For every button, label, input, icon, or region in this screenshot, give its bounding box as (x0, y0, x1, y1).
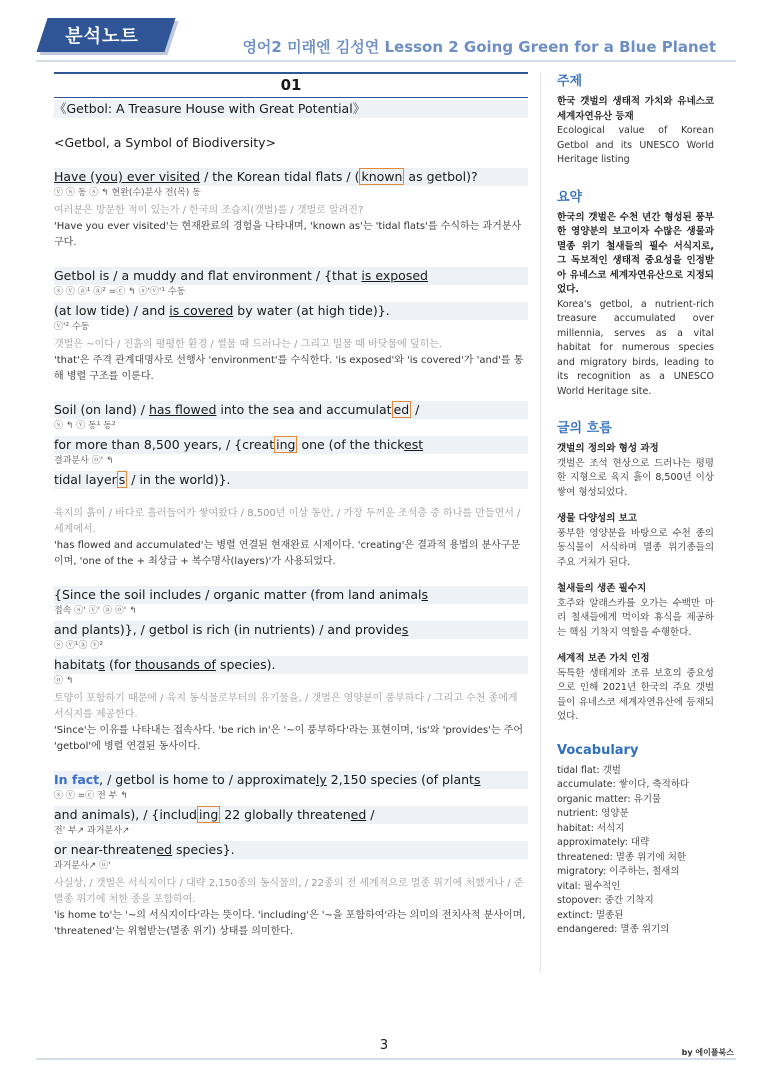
badge-label: 분석노트 (65, 26, 139, 47)
flow-item-text: 풍부한 영양분을 바탕으로 수천 종의 동식물이 서식하며 멸종 위기종들의 주요 거처가 된다. (557, 527, 714, 568)
publisher-credit: by 에이플북스 (681, 1048, 734, 1057)
flow-heading: 글의 흐름 (557, 421, 612, 436)
sentence-segment: , / getbol is home to / approximate (99, 772, 316, 787)
sentence-segment: Have (you) (54, 169, 127, 184)
sentence-line (54, 168, 528, 186)
sentence-segment: / the Korean tidal flats / ( (200, 169, 360, 184)
korean-translation: 여러분은 방문한 적이 있는가 / 한국의 조습지(갯벌)를 / 갯벌로 알려진? (54, 205, 364, 216)
paragraph-list (54, 168, 528, 940)
section-badge (42, 18, 172, 56)
paragraph-block (54, 586, 528, 755)
sentence-segment: has flowed (148, 402, 217, 417)
grammar-note: 'Have you ever visited'는 현재완료의 경험을 나타내며, 'known as'는 'tidal flats'를 수식하는 과거분사구다. (54, 221, 522, 248)
summary-heading: 요약 (557, 189, 583, 205)
vocab-item: nutrient: 영양분 (557, 808, 629, 819)
vocab-list (557, 764, 714, 938)
sentence-segment: species). (215, 657, 276, 672)
vocab-item: extinct: 멸종된 (557, 909, 624, 921)
sentence-segment: (for (104, 657, 135, 672)
summary-section (557, 186, 714, 400)
sentence-segment: thousands of (134, 657, 216, 672)
grammar-tags: ⓥ'² 수동 (54, 322, 90, 332)
highlighted-word: ed (393, 402, 410, 417)
sentence-segment: / in the world)}. (127, 472, 231, 487)
highlighted-word: ing (198, 807, 219, 822)
topic-heading: 주제 (557, 74, 583, 89)
vocab-item: habitat: 서식지 (557, 822, 625, 834)
flow-item (557, 442, 714, 500)
sentence-segment: into the sea and accumulat (216, 402, 392, 417)
sentence-segment: s (473, 772, 481, 787)
grammar-note: 'is home to'는 '~의 서식지이다'라는 뜻이다. 'including'은 '~을 포함하여'라는 의미의 전치사적 분사이며, 'threatened'는 위협받는(멸종 위기) 상태를 의미한다. (54, 910, 526, 937)
paragraph-block (54, 267, 528, 385)
vocab-item: approximately: 대략 (557, 837, 650, 848)
grammar-tags: 결과분사 ⓞ' ↰ (54, 456, 114, 466)
vocab-item: endangered: 멸종 위기의 (557, 924, 670, 935)
sentence-segment: ly (315, 772, 327, 787)
sentence-segment: ever visited (126, 169, 201, 184)
sentence-segment: species}. (172, 842, 235, 857)
sentence-segment: one (of the thick (297, 437, 405, 452)
paragraph-block (54, 771, 528, 940)
grammar-note: 'that'은 주격 관계대명사로 선행사 'environment'를 수식한다. 'is exposed'와 'is covered'가 'and'를 통해 병렬 구조를 이룬다. (54, 355, 524, 382)
flow-item (557, 582, 714, 640)
flow-item-text: 독특한 생태계와 조류 보호의 중요성으로 인해 2021년 한국의 주요 갯벌들이 유네스코 세계자연유산에 등재되었다. (557, 667, 714, 722)
korean-translation: 사실상, / 갯벌은 서식지이다 / 대략 2,150종의 동식물의, / 22종의 전 세계적으로 멸종 위기에 처했거나 / 준 멸종 위기에 처한 종을 포함하여. (54, 878, 524, 905)
sentence-line (54, 471, 528, 489)
sentence-line (54, 656, 528, 674)
sentence-segment: / (411, 402, 420, 417)
grammar-tags: ⓥ ⓢ 동 ⓢ ↰ 현완(수)분사 전(목) 동 (54, 188, 201, 198)
sentence-segment: est (404, 437, 424, 452)
sentence-line (54, 806, 528, 824)
grammar-tags: ⓢ ⓥ =ⓒ 전 부 ↰ (54, 791, 128, 801)
topic-english: Ecological value of Korean Getbol and its UNESCO World Heritage listing (557, 125, 714, 165)
grammar-tags (54, 489, 528, 506)
vocab-item: tidal flat: 갯벌 (557, 764, 621, 776)
korean-translation: 갯벌은 ~이다 / 진흙의 평평한 환경 / 썰물 때 드러나는 / 그리고 밀물 때 바닷물에 덮히는. (54, 339, 443, 350)
sentence-segment: ed (350, 807, 367, 822)
sentence-segment: / (366, 807, 375, 822)
sentence-segment: and plants)}, / getbol is rich (in nutrients) / and provide (54, 622, 402, 637)
vocab-item: stopover: 중간 기착지 (557, 895, 654, 906)
grammar-tags: 접속 ⓢ' ⓥ' ⓐ ⓞ' ↰ (54, 606, 137, 616)
sentence-segment: for more than 8,500 years, / {creat (54, 437, 275, 452)
sentence-segment: by water (at high tide)}. (233, 303, 390, 318)
sentence-segment: (at low tide) / and (54, 303, 170, 318)
sentence-segment: tidal layer (54, 472, 117, 487)
paragraph-block (54, 401, 528, 570)
flow-item-title: 생물 다양성의 보고 (557, 513, 638, 524)
side-column (557, 70, 714, 956)
grammar-tags: 과거분사↗ ⓞ' (54, 861, 111, 871)
flow-item-title: 갯벌의 정의와 형성 과정 (557, 443, 659, 454)
sentence-line (54, 401, 528, 419)
grammar-tags: ⓞ ↰ (54, 676, 74, 686)
highlighted-word: s (118, 472, 126, 487)
page-number: 3 (379, 1038, 389, 1053)
sentence-segment: ed (156, 842, 173, 857)
sentence-line (54, 267, 528, 285)
flow-item-title: 철새들의 생존 필수지 (557, 583, 647, 594)
summary-english: Korea's getbol, a nutrient-rich treasure accumulated over millennia, serves as a vital habitat for numerous species and migratory birds, leading to its recognition as a UNESCO World Heritage site. (557, 298, 714, 397)
korean-translation: 육지의 흙이 / 바다로 흘러들어가 쌓여왔다 / 8,500년 이상 동안, / 가장 두꺼운 조석층 중 하나를 만들면서 / 세계에서. (54, 508, 521, 535)
flow-list (557, 442, 714, 725)
korean-translation: 토양이 포함하기 때문에 / 육지 동식물로부터의 유기물을, / 갯벌은 영양분이 풍부하다 / 그리고 수천 종에게 서식지를 제공한다. (54, 693, 518, 720)
sentence-segment: as getbol)? (404, 169, 478, 184)
sentence-line (54, 621, 528, 639)
flow-item (557, 652, 714, 725)
section-number: 01 (54, 72, 528, 98)
paragraph-block (54, 168, 528, 251)
sentence-segment: or near-threaten (54, 842, 157, 857)
vocab-item: threatened: 멸종 위기에 처한 (557, 851, 687, 863)
summary-korean: 한국의 갯벌은 수천 년간 형성된 풍부한 영양분의 보고이자 수많은 생물과 멸종 위기 철새들의 필수 서식지로, 그 독보적인 생태적 중요성을 인정받아 유네스코 세계자연유산으로 지정되었다. (557, 211, 714, 295)
topic-korean: 한국 갯벌의 생태적 가치와 유네스코 세계자연유산 등재 (557, 96, 714, 122)
flow-item (557, 512, 714, 570)
sentence-segment: In fact (54, 772, 100, 787)
passage-title: 《Getbol: A Treasure House with Great Potential》 (54, 100, 528, 118)
flow-item-title: 세계적 보존 가치 인정 (557, 653, 650, 664)
passage-subtitle: <Getbol, a Symbol of Biodiversity> (54, 135, 277, 150)
main-column (54, 72, 528, 942)
vocab-item: organic matter: 유기물 (557, 793, 662, 805)
grammar-tags: ⓢ ⓥ ⓐ¹ ⓐ² =ⓒ ↰ ⓢ'ⓥ'¹ 수동 (54, 287, 186, 297)
sentence-segment: s (98, 657, 105, 672)
sentence-segment: habitat (54, 657, 99, 672)
page-header-title: 영어2 미래엔 김성연 Lesson 2 Going Green for a Blue Planet (242, 38, 716, 56)
sentence-segment: Soil (on land) / (54, 402, 149, 417)
vocab-item: vital: 필수적인 (557, 880, 621, 892)
vocab-item: accumulate: 쌓이다, 축적하다 (557, 779, 690, 790)
flow-item-text: 호주와 알래스카를 오가는 수백만 마리 철새들에게 먹이와 휴식을 제공하는 핵심 기착지 역할을 수행한다. (557, 597, 714, 638)
sentence-segment: s (401, 622, 409, 637)
column-divider (540, 72, 541, 972)
grammar-tags: ⓢ ↰ ⓥ 동¹ 동² (54, 421, 116, 431)
sentence-line (54, 586, 528, 604)
grammar-note: 'Since'는 이유를 나타내는 접속사다. 'be rich in'은 '~이 풍부하다'라는 표현이며, 'is'와 'provides'는 주어 'getbol'에 병렬 연결된 동사이다. (54, 725, 524, 752)
sentence-line (54, 841, 528, 859)
footer-divider (36, 1058, 736, 1060)
sentence-line (54, 302, 528, 320)
vocab-heading: Vocabulary (557, 742, 639, 758)
sentence-segment: 22 globally threaten (220, 807, 351, 822)
sentence-line (54, 771, 528, 789)
sentence-segment: is covered (169, 303, 234, 318)
highlighted-word: known (361, 169, 403, 184)
sentence-segment: and animals), / {includ (54, 807, 197, 822)
flow-item-text: 갯벌은 조석 현상으로 드러나는 평평한 지형으로 육지 흙이 8,500년 이상 쌓여 형성되었다. (557, 457, 714, 498)
vocab-item: migratory: 이주하는, 철새의 (557, 866, 680, 877)
sentence-segment: 2,150 species (of plant (326, 772, 474, 787)
grammar-tags: 전' 부↗ 과거분사↗ (54, 826, 130, 836)
sentence-segment: Getbol is / a muddy and flat environment / {that (54, 268, 362, 283)
sentence-segment: s (421, 587, 428, 602)
grammar-tags: ⓢ ⓥ¹ⓐ ⓥ² (54, 641, 103, 651)
sentence-segment: is exposed (361, 268, 428, 283)
header-divider (36, 60, 736, 62)
vocab-section (557, 743, 714, 938)
grammar-note: 'has flowed and accumulated'는 병렬 연결된 현재완료 시제이다. 'creating'은 결과적 용법의 분사구문이며, 'one of the + 최상급 + 복수명사(layers)'가 사용되었다. (54, 540, 521, 567)
highlighted-word: ing (276, 437, 296, 452)
sentence-line (54, 436, 528, 454)
flow-section (557, 417, 714, 725)
sentence-segment: {Since the soil includes / organic matter (from land animal (54, 587, 422, 602)
topic-section (557, 70, 714, 168)
